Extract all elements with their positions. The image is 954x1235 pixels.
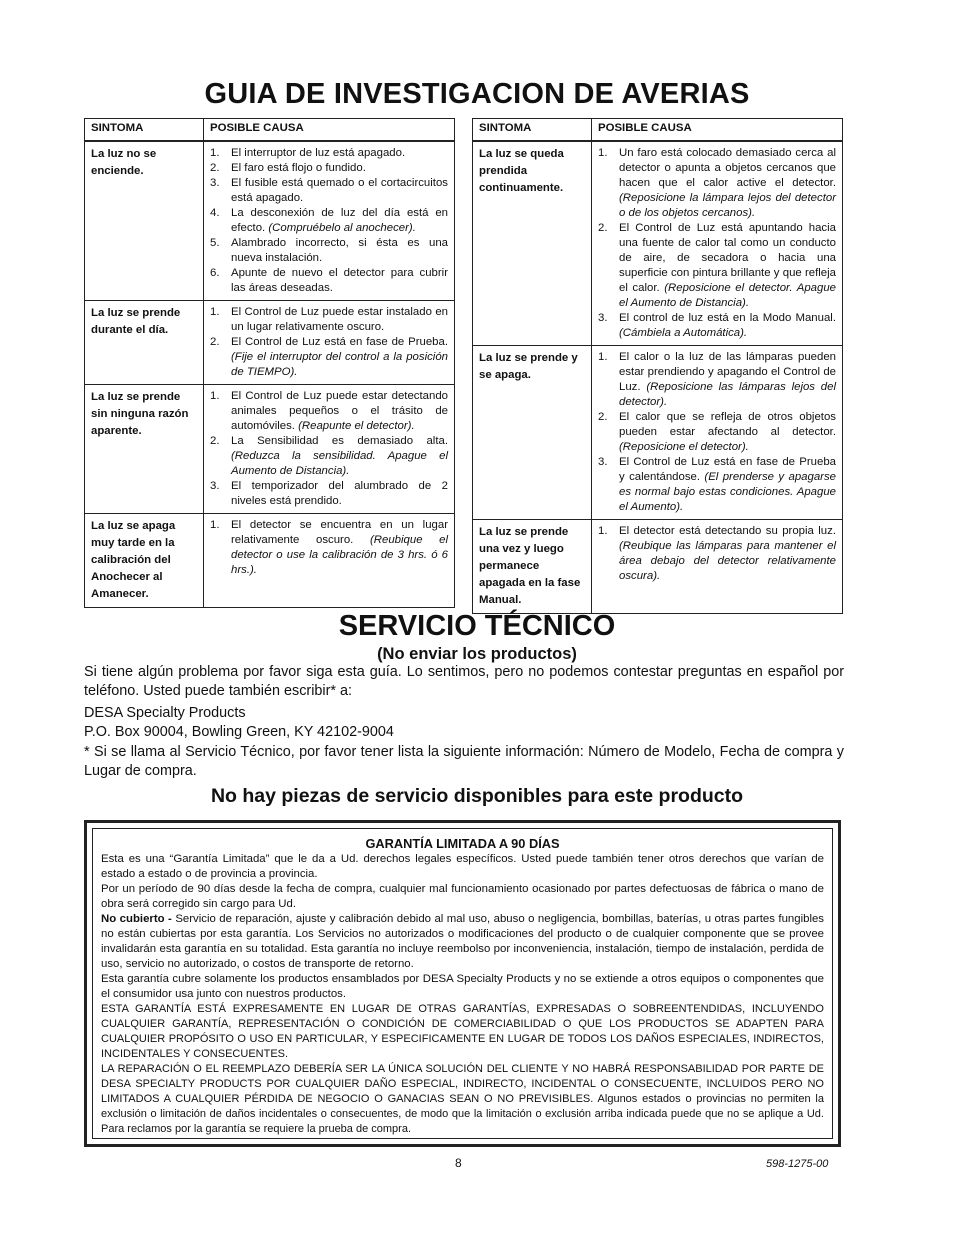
warranty-paragraph: ESTA GARANTÍA ESTÁ EXPRESAMENTE EN LUGAR DE OTRAS GARANTÍAS, EXPRESADAS O SOBREENTENDIDAS, INCLUYENDO CUALQUIER GARANTÍA, REPRESENTACIÓN O CONDICIÓN DE COMERCIABILIDAD O QUE LOS PRODUCTOS SE ADAPTEN PARA CUALQUIER PROPÓSITO O USO EN PARTICULAR, Y ESPECIFICAMENTE EN LUGAR DE TODOS LOS DAÑOS ESPECIALES, INDIRECTOS, INCIDENTALES Y CONSECUENTES. [101, 1003, 824, 1060]
cause-text: Un faro está colocado demasiado cerca al detector o apunta a objetos cercanos que hacen que el calor active el detector. [619, 147, 836, 189]
cause-list [598, 350, 836, 515]
symptom-cell: La luz se queda prendida continuamente. [473, 141, 592, 346]
cause-text: El control de luz está en la Modo Manual. [619, 312, 836, 324]
header-cause: POSIBLE CAUSA [592, 119, 843, 142]
not-covered-text: Servicio de reparación, ajuste y calibración debido al mal uso, abuso o negligencia, bombillas, baterías, u otras partes fungibles no están cubiertas por esta garantía. Los Servicios no autorizados o modificaciones del producto o de cualquier componente que se provee invalidarán esta garantía en su totalidad. Esta garantía no incluye reembolso por inconveniencia, instalación, tiempo de instalación, perdida de uso, servicio no autorizado, o costos de transporte de retorno. [101, 913, 825, 970]
warranty-paragraph [101, 912, 824, 972]
cause-list [598, 524, 836, 584]
cause-text: La desconexión de luz del día está en efecto. [231, 207, 448, 234]
cause-remedy: (Reubique el detector o use la calibración de 3 hrs. ó 6 hrs.). [231, 534, 449, 576]
cause-item [210, 236, 448, 266]
cause-cell [592, 346, 843, 520]
cause-list [210, 146, 448, 296]
cause-item [210, 389, 448, 434]
cause-cell [204, 514, 455, 608]
cause-number: 1. [210, 147, 220, 159]
cause-remedy: (Reposicione la lámpara lejos del detector o de los objetos cercanos). [619, 192, 836, 219]
cause-text: El interruptor de luz está apagado. [231, 147, 406, 159]
cause-item [598, 524, 836, 584]
cause-number: 2. [210, 336, 220, 348]
cause-number: 1. [210, 390, 220, 402]
cause-list [210, 518, 448, 578]
cause-item [210, 266, 448, 296]
cause-remedy: (Reubique las lámparas para mantener el área debajo del detector relativamente oscura). [619, 540, 836, 582]
cause-text: El calor que se refleja de otros objetos pueden estar afectando al detector. [619, 411, 836, 438]
cause-text: El fusible está quemado o el cortacircuitos está apagado. [231, 177, 448, 204]
header-cause: POSIBLE CAUSA [204, 119, 455, 142]
warranty-caps-text: LA REPARACIÓN O EL REEMPLAZO DEBERÍA SER LA ÚNICA SOLUCIÓN DEL CLIENTE Y NO HABRÁ RESPONSABILIDAD POR PARTE DE DESA SPECIALTY PRODUCTS POR CUALQUIER DAÑO ESPECIAL, INDIRECTO, INCIDENTAL O CONSECUENTE, INCLUIDOS PERO NO LIMITADOS A CUALQUIER PÉRDIDA DE NEGOCIO O GANACIAS SEAN O NO PREVISIBLES. [101, 1063, 824, 1105]
cause-number: 2. [598, 222, 608, 234]
cause-item [598, 311, 836, 341]
page-number: 8 [455, 1156, 462, 1170]
warranty-title: GARANTÍA LIMITADA A 90 DÍAS [365, 836, 560, 851]
table-row [85, 301, 455, 385]
cause-item [210, 176, 448, 206]
cause-item [210, 518, 448, 578]
troubleshooting-table-left [84, 118, 455, 608]
cause-text: El detector se encuentra en un lugar relativamente oscuro. [231, 519, 448, 546]
cause-item [210, 146, 448, 161]
cause-item [210, 206, 448, 236]
no-parts-heading: No hay piezas de servicio disponibles para este producto [210, 785, 744, 807]
cause-text: El faro está flojo o fundido. [231, 162, 366, 174]
cause-text: El calor o la luz de las lámparas pueden estar prendiendo y apagando el Control de Luz. [619, 351, 836, 393]
cause-text: El detector está detectando su propia luz. [619, 525, 836, 537]
cause-list [210, 305, 448, 380]
cause-cell [204, 141, 455, 301]
address-line-1: DESA Specialty Products [84, 705, 246, 721]
symptom-cell: La luz se prende una vez y luego permanece apagada en la fase Manual. [473, 520, 592, 614]
warranty-tail-text: Algunos estados o provincias no permiten la exclusión o limitación de daños incidentales o consecuentes, de modo que la limitación o exclusión arriba indicada puede que no se aplique a Ud. Para reclamos por la garantía se requiere la prueba de compra. [101, 1093, 824, 1135]
cause-number: 6. [210, 267, 220, 279]
cause-item [598, 410, 836, 455]
address-line-2: P.O. Box 90004, Bowling Green, KY 42102-9004 [84, 724, 394, 740]
header-symptom: SINTOMA [473, 119, 592, 142]
cause-remedy: (Reapunte el detector). [298, 420, 415, 432]
cause-number: 2. [598, 411, 608, 423]
cause-remedy: (Fije el interruptor del control a la posición de TIEMPO). [231, 351, 448, 378]
cause-text: El Control de Luz puede estar detectando animales pequeños o el trásito de automóviles. [231, 390, 448, 432]
cause-text: El Control de Luz está en fase de Prueba y calentándose. [619, 456, 836, 483]
service-title: SERVICIO TÉCNICO [338, 610, 616, 642]
table-row [473, 520, 843, 614]
cause-text: El Control de Luz está apuntando hacia una fuente de calor tal como un conducto de aire, de secadora o hacia una superficie con pintura brillante y que refleja el calor. [619, 222, 836, 294]
warranty-box [84, 820, 841, 1147]
cause-item [598, 455, 836, 515]
cause-item [210, 335, 448, 380]
cause-number: 5. [210, 237, 220, 249]
cause-remedy: (Cámbiela a Automática). [619, 327, 748, 339]
cause-list [210, 389, 448, 509]
service-note: * Si se llama al Servicio Técnico, por favor tener lista la siguiente información: Número de Modelo, Fecha de compra y Lugar de compra. [84, 744, 844, 779]
cause-cell [204, 385, 455, 514]
symptom-cell: La luz se prende y se apaga. [473, 346, 592, 520]
table-row [473, 141, 843, 346]
table-row [85, 141, 455, 301]
table-row [85, 385, 455, 514]
cause-number: 2. [210, 435, 220, 447]
symptom-cell: La luz se apaga muy tarde en la calibración del Anochecer al Amanecer. [85, 514, 204, 608]
cause-remedy: (Reposicione el detector. Apague el Aumento de Distancia). [619, 282, 836, 309]
table-row [85, 514, 455, 608]
symptom-cell: La luz se prende durante el día. [85, 301, 204, 385]
cause-cell [592, 141, 843, 346]
cause-item [598, 221, 836, 311]
page-title: GUIA DE INVESTIGACION DE AVERIAS [204, 78, 750, 110]
cause-remedy: (Compruébelo al anochecer). [268, 222, 416, 234]
cause-text: La Sensibilidad es demasiado alta. [231, 435, 448, 447]
cause-list [598, 146, 836, 341]
not-covered-label: No cubierto - [101, 913, 176, 925]
warranty-paragraph [101, 1062, 824, 1137]
cause-number: 1. [598, 147, 608, 159]
cause-item [598, 350, 836, 410]
cause-remedy: (Reposicione el detector). [619, 441, 749, 453]
cause-text: El Control de Luz puede estar instalado en un lugar relativamente oscuro. [231, 306, 448, 333]
symptom-cell: La luz no se enciende. [85, 141, 204, 301]
cause-text: El Control de Luz está en fase de Prueba. [231, 336, 448, 348]
service-intro: Si tiene algún problema por favor siga esta guía. Lo sentimos, pero no podemos contestar preguntas en español por teléfono. Usted puede también escribir* a: [84, 664, 844, 699]
header-symptom: SINTOMA [85, 119, 204, 142]
cause-item [210, 479, 448, 509]
warranty-paragraph: Por un período de 90 días desde la fecha de compra, cualquier mal funcionamiento ocasionado por partes defectuosas de fábrica o mano de obra será corregido sin cargo para Ud. [101, 883, 824, 910]
cause-remedy: (El prenderse y apagarse es normal bajo estas condiciones. Apague el Aumento). [619, 471, 836, 513]
warranty-paragraph: Esta es una “Garantía Limitada” que le da a Ud. derechos legales específicos. Usted puede también tener otros derechos que varían de estado a estado o de provincia a provincia. [101, 853, 824, 880]
cause-number: 3. [210, 177, 220, 189]
cause-remedy: (Reduzca la sensibilidad. Apague el Aumento de Distancia). [231, 450, 448, 477]
cause-text: Alambrado incorrecto, si ésta es una nueva instalación. [231, 237, 448, 264]
cause-cell [592, 520, 843, 614]
cause-text: El temporizador del alumbrado de 2 niveles está prendido. [231, 480, 448, 507]
cause-remedy: (Reposicione las lámparas lejos del detector). [619, 381, 836, 408]
cause-number: 1. [210, 306, 220, 318]
cause-text: Apunte de nuevo el detector para cubrir las áreas deseadas. [231, 267, 448, 294]
table-row [473, 346, 843, 520]
warranty-paragraph: Esta garantía cubre solamente los productos ensamblados por DESA Specialty Products y no se extiende a otros equipos o componentes que el consumidor usa junto con nuestros productos. [101, 973, 824, 1000]
cause-number: 1. [598, 525, 608, 537]
document-number: 598-1275-00 [766, 1158, 829, 1170]
cause-number: 1. [598, 351, 608, 363]
cause-number: 3. [598, 456, 608, 468]
cause-item [210, 305, 448, 335]
cause-item [598, 146, 836, 221]
cause-cell [204, 301, 455, 385]
cause-number: 4. [210, 207, 220, 219]
troubleshooting-table-right [472, 118, 843, 614]
cause-number: 2. [210, 162, 220, 174]
cause-number: 3. [598, 312, 608, 324]
service-subtitle: (No enviar los productos) [377, 645, 577, 663]
cause-number: 3. [210, 480, 220, 492]
cause-number: 1. [210, 519, 220, 531]
cause-item [210, 161, 448, 176]
cause-item [210, 434, 448, 479]
symptom-cell: La luz se prende sin ninguna razón aparente. [85, 385, 204, 514]
